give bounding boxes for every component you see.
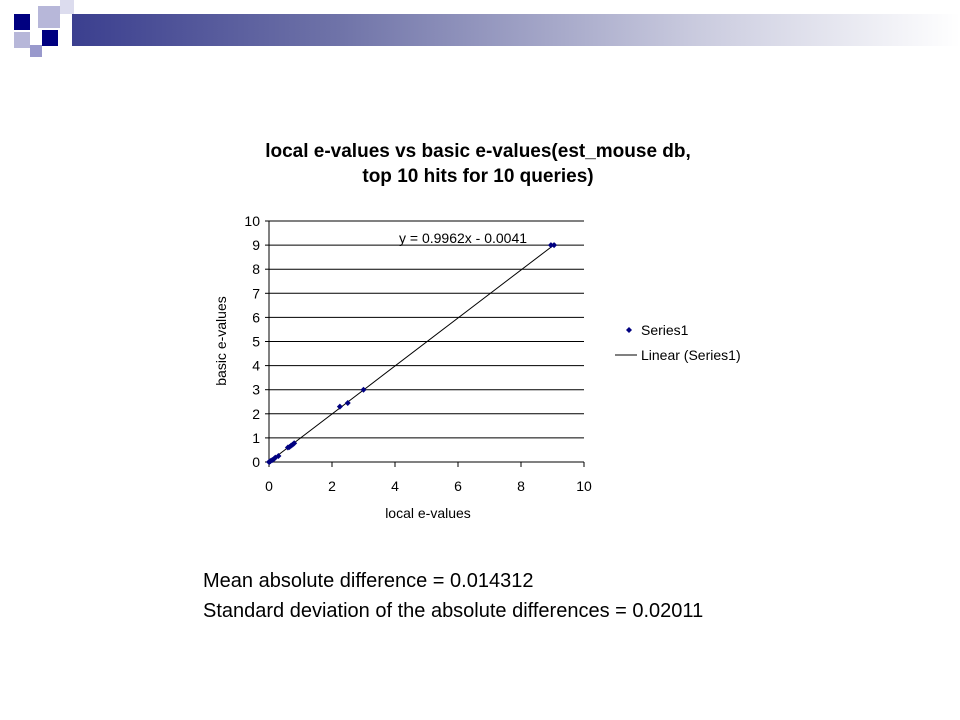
x-tick-label-6: 6 — [454, 478, 462, 494]
y-tick-label-3: 3 — [252, 381, 260, 398]
legend-series1-label: Series1 — [641, 322, 689, 338]
x-axis-label: local e-values — [385, 505, 471, 521]
legend-linear-label: Linear (Series1) — [641, 347, 741, 363]
y-tick-label-10: 10 — [244, 213, 260, 229]
x-tick-label-2: 2 — [328, 478, 336, 494]
y-tick-label-9: 9 — [252, 237, 260, 254]
x-tick-label-8: 8 — [517, 478, 525, 494]
standard-deviation: Standard deviation of the absolute differences = 0.02011 — [203, 600, 704, 622]
y-axis-label: basic e-values — [213, 296, 229, 386]
mean-absolute-difference: Mean absolute difference = 0.014312 — [203, 570, 534, 592]
y-tick-label-2: 2 — [252, 405, 260, 422]
legend — [615, 322, 741, 363]
y-tick-label-7: 7 — [252, 285, 260, 302]
stats-block — [203, 566, 703, 626]
y-tick-label-4: 4 — [252, 357, 260, 374]
y-tick-label-0: 0 — [252, 454, 260, 470]
x-tick-label-10: 10 — [576, 478, 592, 494]
x-tick-label-0: 0 — [265, 478, 273, 494]
data-point-16 — [551, 242, 557, 248]
gridlines — [269, 221, 584, 438]
y-tick-label-6: 6 — [252, 309, 260, 326]
trendline-layer — [269, 244, 556, 462]
chart-title-line1: local e-values vs basic e-values(est_mouse db, — [265, 141, 691, 162]
data-point-12 — [337, 404, 343, 410]
chart-title-line2: top 10 hits for 10 queries) — [362, 166, 594, 187]
legend-series1-marker — [626, 327, 632, 333]
trendline — [269, 244, 556, 462]
y-tick-label-8: 8 — [252, 261, 260, 278]
trendline-equation: y = 0.9962x - 0.0041 — [399, 230, 528, 246]
x-tick-label-4: 4 — [391, 478, 399, 494]
y-tick-label-1: 1 — [252, 429, 260, 446]
y-tick-label-5: 5 — [252, 333, 260, 350]
